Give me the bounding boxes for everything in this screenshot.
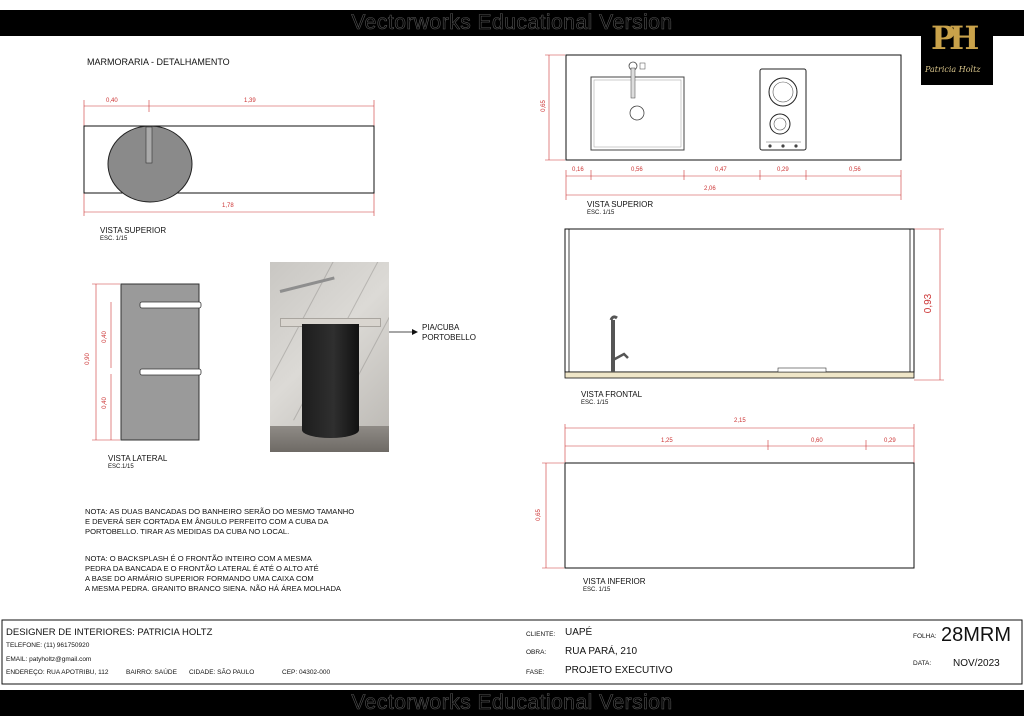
callout-label-1: PIA/CUBA <box>422 323 460 332</box>
tb-cliente-label: CLIENTE: <box>526 631 556 638</box>
dim-left-top-total: 1,78 <box>222 203 234 209</box>
logo-signature: Patricia Holtz <box>925 65 981 74</box>
tb-district: BAIRRO: SAÚDE <box>126 669 177 676</box>
tb-fase-label: FASE: <box>526 669 545 676</box>
tb-obra: RUA PARÁ, 210 <box>565 646 638 657</box>
dim-left-top-a: 0,40 <box>106 98 118 104</box>
dim-right-bottom-total: 2,15 <box>734 418 746 424</box>
dim-right-top-height: 0,65 <box>540 100 547 112</box>
logo-monogram: PH <box>931 19 974 57</box>
view-scale-right-front: ESC. 1/15 <box>581 400 609 406</box>
tb-folha-label: FOLHA: <box>913 633 937 640</box>
dim-right-bottom-d3: 0,29 <box>884 438 896 444</box>
view-title-right-bottom: VISTA INFERIOR <box>583 577 646 586</box>
view-scale-left-lateral: ESC.1/15 <box>108 464 134 470</box>
view-title-left-top: VISTA SUPERIOR <box>100 226 167 235</box>
dim-lateral-lower: 0,40 <box>101 397 108 409</box>
tb-obra-label: OBRA: <box>526 649 547 656</box>
dim-right-top-d5: 0,56 <box>849 167 861 173</box>
view-title-right-top: VISTA SUPERIOR <box>587 200 654 209</box>
dim-right-bottom-d2: 0,60 <box>811 438 823 444</box>
view-title-left-lateral: VISTA LATERAL <box>108 454 168 463</box>
note-1: NOTA: AS DUAS BANCADAS DO BANHEIRO SERÃO DO MESMO TAMANHO E DEVERÁ SER CORTADA EM ÂNGULO PERFEITO COM A CUBA DA PORTOBELLO. TIRAR AS MEDIDAS DA CUBA NO LOCAL. <box>85 507 355 536</box>
tb-data-label: DATA: <box>913 660 932 667</box>
dim-right-top-d4: 0,29 <box>777 167 789 173</box>
watermark-banner-bottom: Vectorworks Educational Version <box>0 690 1024 716</box>
tb-folha: 28MRM <box>941 624 1012 646</box>
tb-designer: DESIGNER DE INTERIORES: PATRICIA HOLTZ <box>6 627 213 638</box>
dim-right-top-d2: 0,56 <box>631 167 643 173</box>
dim-right-bottom-d1: 1,25 <box>661 438 673 444</box>
watermark-banner-top: Vectorworks Educational Version <box>0 10 1024 36</box>
note-2: NOTA: O BACKSPLASH É O FRONTÃO INTEIRO COM A MESMA PEDRA DA BANCADA E O FRONTÃO LATERAL É ATÉ O ALTO ATÉ A BASE DO ARMÁRIO SUPERIOR FORMANDO UMA CAIXA COM A MESMA PEDRA. GRANITO BRANCO SIENA. NÃO HÁ ÁREA MOLHADA <box>85 554 341 593</box>
view-scale-left-top: ESC. 1/15 <box>100 236 128 242</box>
dim-left-top-b: 1,39 <box>244 98 256 104</box>
tb-cep: CEP: 04302-000 <box>282 669 331 676</box>
dim-lateral-upper: 0,40 <box>101 331 108 343</box>
tb-email: EMAIL: patyholtz@gmail.com <box>6 656 92 663</box>
view-scale-right-top: ESC. 1/15 <box>587 210 615 216</box>
dim-lateral-total: 0,90 <box>84 353 91 365</box>
dim-right-top-total: 2,06 <box>704 186 716 192</box>
dim-right-top-d3: 0,47 <box>715 167 727 173</box>
basin-reference-photo <box>270 262 389 452</box>
tb-phone: TELEFONE: (11) 961750920 <box>6 642 90 649</box>
callout-label-2: PORTOBELLO <box>422 333 476 342</box>
tb-address: ENDEREÇO: RUA APOTRIBU, 112 <box>6 669 109 676</box>
tb-fase: PROJETO EXECUTIVO <box>565 665 673 676</box>
tb-data: NOV/2023 <box>953 658 1000 669</box>
dim-right-front-height: 0,93 <box>923 293 935 314</box>
tb-city: CIDADE: SÃO PAULO <box>189 669 255 676</box>
view-scale-right-bottom: ESC. 1/15 <box>583 587 611 593</box>
dim-right-bottom-height: 0,65 <box>535 509 542 521</box>
view-title-right-front: VISTA FRONTAL <box>581 390 643 399</box>
dim-right-top-d1: 0,16 <box>572 167 584 173</box>
tb-cliente: UAPÉ <box>565 627 593 638</box>
sheet-title: MARMORARIA - DETALHAMENTO <box>87 57 230 67</box>
